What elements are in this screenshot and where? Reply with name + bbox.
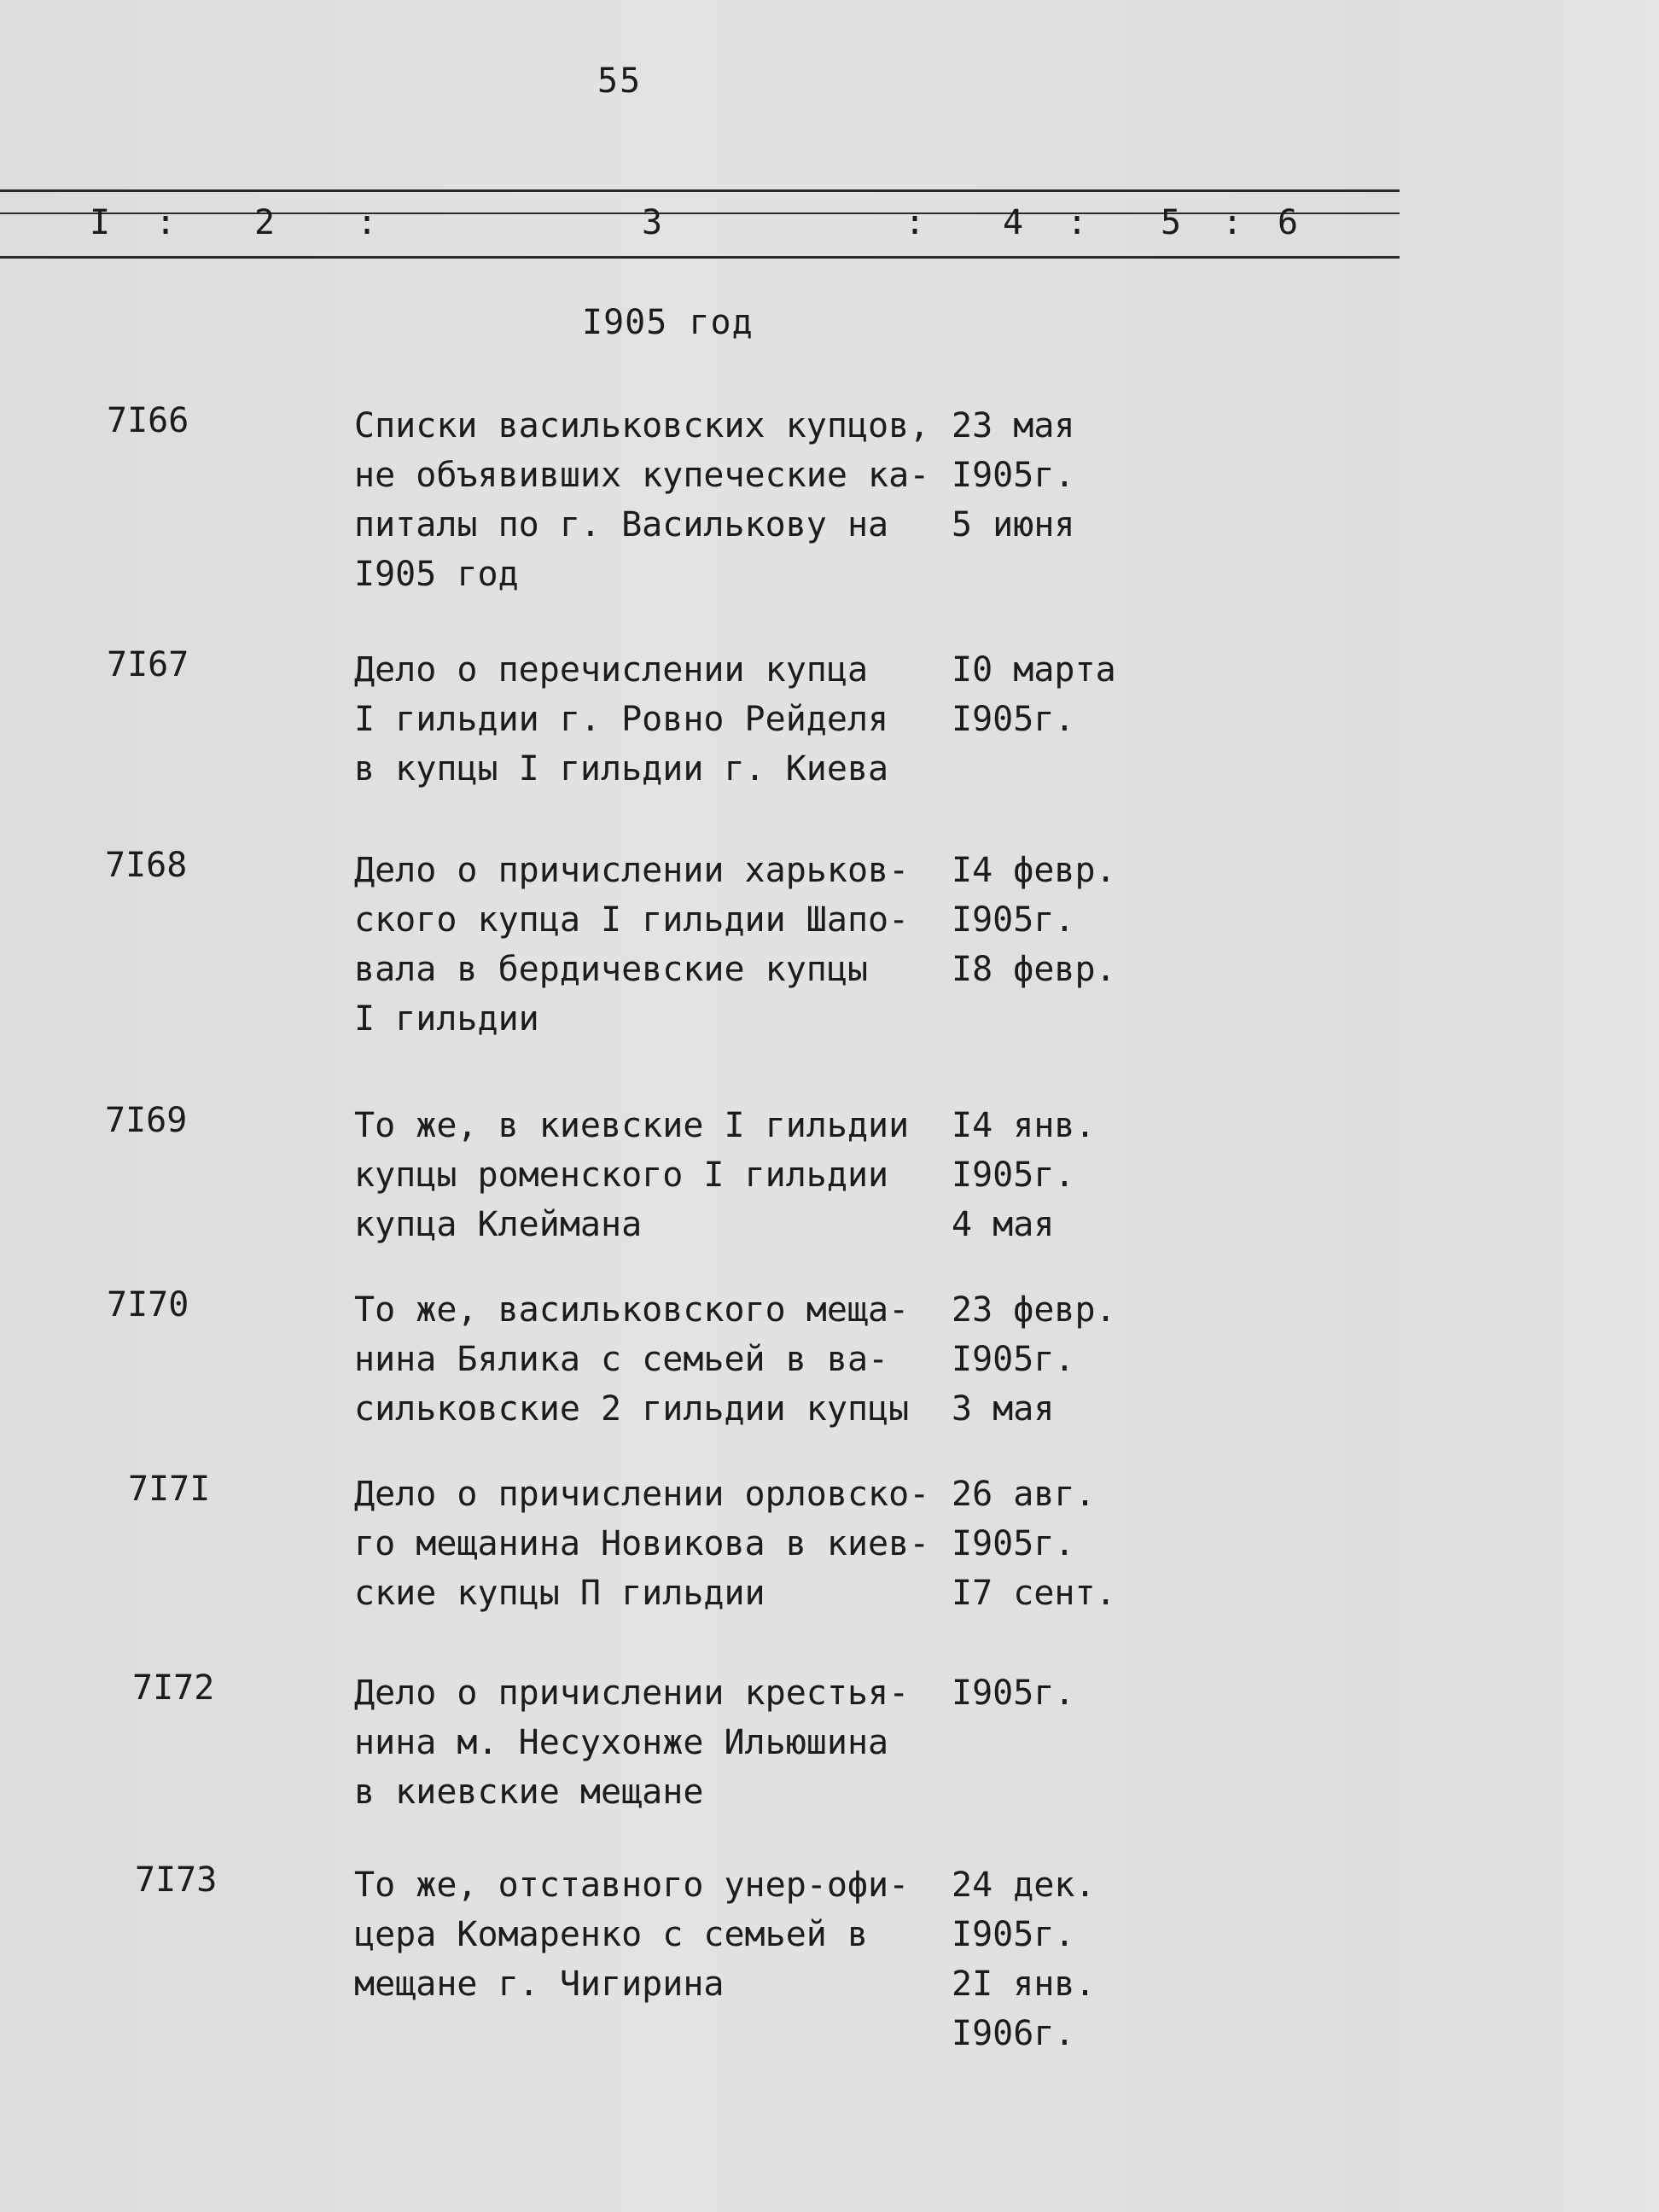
- column-separator: :: [1067, 203, 1088, 242]
- entry-description: Списки васильковских купцов, не объявивших купеческие ка- питалы по г. Василькову на I905 год: [354, 406, 930, 594]
- entry-description: То же, отставного унер-офи- цера Комаренко с семьей в мещане г. Чигирина: [354, 1866, 910, 2004]
- page-number: 55: [597, 61, 643, 101]
- header-rule-bottom: [0, 256, 1400, 259]
- entry-dates: 23 мая I905г. 5 июня: [952, 406, 1075, 544]
- entry-number: 7I69: [105, 1101, 188, 1140]
- entry-description: Дело о причислении орловско- го мещанина Новикова в киев- ские купцы П гильдии: [354, 1475, 930, 1613]
- entry-dates: 23 февр. I905г. 3 мая: [952, 1290, 1116, 1429]
- entry-number: 7I73: [135, 1860, 218, 1900]
- entry-dates: I905г.: [952, 1674, 1075, 1713]
- entry-number: 7I70: [107, 1285, 189, 1324]
- header-rule-top: [0, 189, 1400, 192]
- entry-number: 7I7I: [128, 1470, 211, 1509]
- column-header-2: 2: [254, 203, 276, 242]
- column-header-1: I: [90, 203, 111, 242]
- column-separator: :: [1222, 203, 1243, 242]
- page-edge-shade: [1400, 0, 1659, 2212]
- column-separator: :: [905, 203, 926, 242]
- year-heading: I905 год: [582, 303, 754, 342]
- entry-number: 7I68: [105, 846, 188, 885]
- entry-number: 7I66: [107, 401, 189, 440]
- entry-number: 7I72: [132, 1668, 215, 1708]
- column-header-6: 6: [1278, 203, 1299, 242]
- column-header-4: 4: [1003, 203, 1024, 242]
- entry-description: То же, в киевские I гильдии купцы роменского I гильдии купца Клеймана: [354, 1106, 910, 1244]
- entry-dates: 24 дек. I905г. 2I янв. I906г.: [952, 1866, 1096, 2053]
- column-header-5: 5: [1161, 203, 1182, 242]
- entry-dates: I0 марта I905г.: [952, 650, 1116, 739]
- header-rule-top-inner: [0, 212, 1400, 214]
- entry-dates: 26 авг. I905г. I7 сент.: [952, 1475, 1116, 1613]
- column-header-3: 3: [642, 203, 663, 242]
- entry-description: Дело о причислении крестья- нина м. Несухонже Ильюшина в киевские мещане: [354, 1674, 910, 1812]
- entry-dates: I4 янв. I905г. 4 мая: [952, 1106, 1096, 1244]
- entry-description: Дело о перечислении купца I гильдии г. Ровно Рейделя в купцы I гильдии г. Киева: [354, 650, 889, 789]
- entry-description: То же, васильковского меща- нина Бялика с семьей в ва- сильковские 2 гильдии купцы: [354, 1290, 910, 1429]
- entry-number: 7I67: [107, 645, 189, 684]
- column-separator: :: [357, 203, 378, 242]
- entry-dates: I4 февр. I905г. I8 февр.: [952, 851, 1116, 989]
- column-separator: :: [155, 203, 177, 242]
- entry-description: Дело о причислении харьков- ского купца I гильдии Шапо- вала в бердичевские купцы I гильдии: [354, 851, 910, 1039]
